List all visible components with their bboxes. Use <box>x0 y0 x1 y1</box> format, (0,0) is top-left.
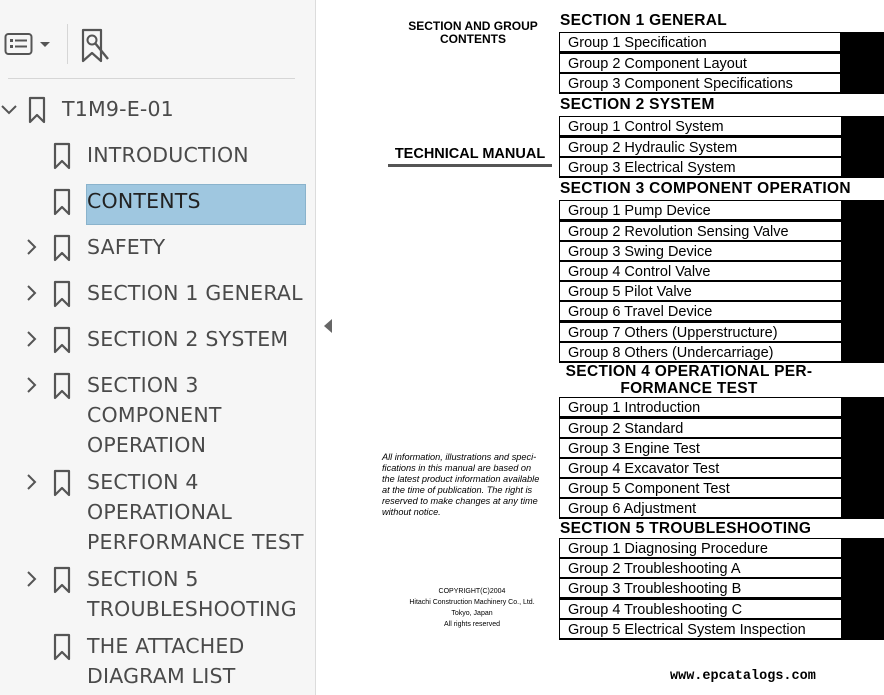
group-label: Group 3 Troubleshooting B <box>568 581 742 597</box>
bookmark-root[interactable] <box>0 94 316 126</box>
toc-group-entry[interactable] <box>559 116 884 137</box>
index-tab <box>841 281 884 302</box>
bookmark-label: SAFETY <box>87 235 166 259</box>
list-view-icon <box>4 32 34 56</box>
group-label: Group 2 Revolution Sensing Valve <box>568 224 789 240</box>
index-tab <box>841 137 884 158</box>
bookmark-icon <box>53 566 71 594</box>
bookmark-icon <box>53 326 71 354</box>
group-label: Group 2 Standard <box>568 421 684 437</box>
chevron-right-icon[interactable] <box>22 284 42 304</box>
bookmark-search-icon <box>78 28 112 64</box>
index-tab <box>841 241 884 262</box>
group-label: Group 1 Pump Device <box>568 203 711 219</box>
index-tab <box>841 322 884 343</box>
title-underline <box>388 164 552 167</box>
bookmark-label: SECTION 4 OPERATIONAL PERFORMANCE TEST <box>87 470 304 554</box>
index-tab <box>841 458 884 479</box>
index-tab <box>841 498 884 519</box>
group-label: Group 3 Electrical System <box>568 160 736 176</box>
outline-view-button[interactable] <box>4 28 54 60</box>
group-label: Group 1 Specification <box>568 35 707 51</box>
chevron-right-icon[interactable] <box>22 330 42 350</box>
group-label: Group 3 Swing Device <box>568 244 713 260</box>
index-tab <box>841 53 884 74</box>
group-label: Group 1 Control System <box>568 119 724 135</box>
toc-group-entry[interactable] <box>559 32 884 53</box>
index-tab <box>841 32 884 53</box>
bookmark-icon <box>53 633 71 661</box>
caret-down-icon <box>38 39 52 49</box>
bookmark-icon <box>53 234 71 262</box>
copyright-notice: COPYRIGHT(C)2004 Hitachi Construction Machinery Co., Ltd. Tokyo, Japan All rights reserved <box>409 588 535 628</box>
toc-group-entry[interactable] <box>559 342 884 363</box>
chevron-right-icon[interactable] <box>22 238 42 258</box>
bookmark-label: SECTION 1 GENERAL <box>87 281 303 305</box>
disclaimer-text: All information, illustrations and speci- fications in this manual are based on the latest product information available at the time of publication. The right is reserved to make changes at any time without notice. <box>382 452 540 517</box>
bookmark-icon <box>53 469 71 497</box>
section-title: SECTION 1 GENERAL <box>560 12 728 29</box>
index-tab <box>841 619 884 640</box>
bookmark-label: SECTION 2 SYSTEM <box>87 327 289 351</box>
group-label: Group 5 Pilot Valve <box>568 284 692 300</box>
bookmark-safety[interactable] <box>0 232 316 264</box>
toc-group-entry[interactable] <box>559 578 884 599</box>
cover-heading: SECTION AND GROUP CONTENTS <box>408 19 538 46</box>
toc-group-entry[interactable] <box>559 53 884 74</box>
group-label: Group 4 Control Valve <box>568 264 711 280</box>
index-tab <box>841 478 884 499</box>
toc-group-entry[interactable] <box>559 301 884 322</box>
group-label: Group 4 Troubleshooting C <box>568 602 743 618</box>
bookmark-icon <box>53 188 71 216</box>
section-title: SECTION 2 SYSTEM <box>560 96 715 113</box>
bookmark-label: T1M9-E-01 <box>62 97 174 121</box>
bookmark-icon <box>53 280 71 308</box>
chevron-right-icon[interactable] <box>22 376 42 396</box>
toc-group-entry[interactable] <box>559 538 884 559</box>
group-label: Group 5 Electrical System Inspection <box>568 622 806 638</box>
index-tab <box>841 599 884 620</box>
index-tab <box>841 301 884 322</box>
bookmark-label: SECTION 5 TROUBLESHOOTING <box>87 567 297 621</box>
toc-group-entry[interactable] <box>559 322 884 343</box>
toc-group-entry[interactable] <box>559 73 884 94</box>
toc-group-entry[interactable] <box>559 478 884 499</box>
toolbar-bottom-divider <box>8 78 295 79</box>
group-label: Group 6 Travel Device <box>568 304 713 320</box>
toc-group-entry[interactable] <box>559 599 884 620</box>
toc-group-entry[interactable] <box>559 137 884 158</box>
section-title: SECTION 5 TROUBLESHOOTING <box>560 520 812 537</box>
group-label: Group 4 Excavator Test <box>568 461 720 477</box>
watermark: www.epcatalogs.com <box>670 669 816 684</box>
toc-group-entry[interactable] <box>559 241 884 262</box>
group-label: Group 2 Component Layout <box>568 56 747 72</box>
group-label: Group 3 Component Specifications <box>568 76 793 92</box>
bookmark-label: THE ATTACHED DIAGRAM LIST <box>87 634 245 688</box>
chevron-right-icon[interactable] <box>22 473 42 493</box>
group-label: Group 2 Troubleshooting A <box>568 561 741 577</box>
bookmark-label: SECTION 3 COMPONENT OPERATION <box>87 373 222 457</box>
bookmark-attached-diagram-list[interactable] <box>0 631 316 693</box>
group-label: Group 1 Introduction <box>568 400 701 416</box>
index-tab <box>841 578 884 599</box>
chevron-down-icon[interactable] <box>0 100 20 120</box>
toolbar-divider <box>67 24 68 64</box>
index-tab <box>841 221 884 242</box>
section-title: SECTION 4 OPERATIONAL PER- FORMANCE TEST <box>565 363 813 397</box>
group-label: Group 2 Hydraulic System <box>568 140 738 156</box>
bookmark-icon <box>28 96 46 124</box>
bookmarks-panel <box>0 0 316 695</box>
bookmark-section-1[interactable] <box>0 278 316 310</box>
group-label: Group 7 Others (Upperstructure) <box>568 325 778 341</box>
group-label: Group 3 Engine Test <box>568 441 700 457</box>
index-tab <box>841 538 884 559</box>
group-label: Group 5 Component Test <box>568 481 730 497</box>
toc-group-entry[interactable] <box>559 261 884 282</box>
bookmark-search-button[interactable] <box>78 26 118 66</box>
bookmark-introduction[interactable] <box>0 140 316 172</box>
toc-group-entry[interactable] <box>559 397 884 418</box>
index-tab <box>841 438 884 459</box>
toc-group-entry[interactable] <box>559 200 884 221</box>
collapse-panel-icon[interactable] <box>320 315 336 337</box>
chevron-right-icon[interactable] <box>22 570 42 590</box>
bookmark-section-3[interactable] <box>0 370 316 462</box>
bookmark-section-4[interactable] <box>0 467 316 559</box>
index-tab <box>841 200 884 221</box>
toc-group-entry[interactable] <box>559 458 884 479</box>
index-tab <box>841 73 884 94</box>
group-label: Group 8 Others (Undercarriage) <box>568 345 774 361</box>
index-tab <box>841 558 884 579</box>
bookmark-section-2[interactable] <box>0 324 316 356</box>
index-tab <box>841 342 884 363</box>
toc-group-entry[interactable] <box>559 558 884 579</box>
toc-group-entry[interactable] <box>559 281 884 302</box>
index-tab <box>841 157 884 178</box>
toc-group-entry[interactable] <box>559 221 884 242</box>
toc-group-entry[interactable] <box>559 157 884 178</box>
manual-type-label: TECHNICAL MANUAL <box>394 146 546 162</box>
index-tab <box>841 116 884 137</box>
toc-group-entry[interactable] <box>559 498 884 519</box>
bookmark-label: INTRODUCTION <box>87 143 249 167</box>
index-tab <box>841 397 884 418</box>
toc-group-entry[interactable] <box>559 438 884 459</box>
index-tab <box>841 261 884 282</box>
bookmark-label: CONTENTS <box>87 189 201 213</box>
section-title: SECTION 3 COMPONENT OPERATION <box>560 180 851 197</box>
toc-group-entry[interactable] <box>559 418 884 439</box>
bookmark-section-5[interactable] <box>0 564 316 626</box>
group-label: Group 1 Diagnosing Procedure <box>568 541 768 557</box>
toc-group-entry[interactable] <box>559 619 884 640</box>
bookmark-icon <box>53 372 71 400</box>
index-tab <box>841 418 884 439</box>
bookmark-icon <box>53 142 71 170</box>
group-label: Group 6 Adjustment <box>568 501 697 517</box>
